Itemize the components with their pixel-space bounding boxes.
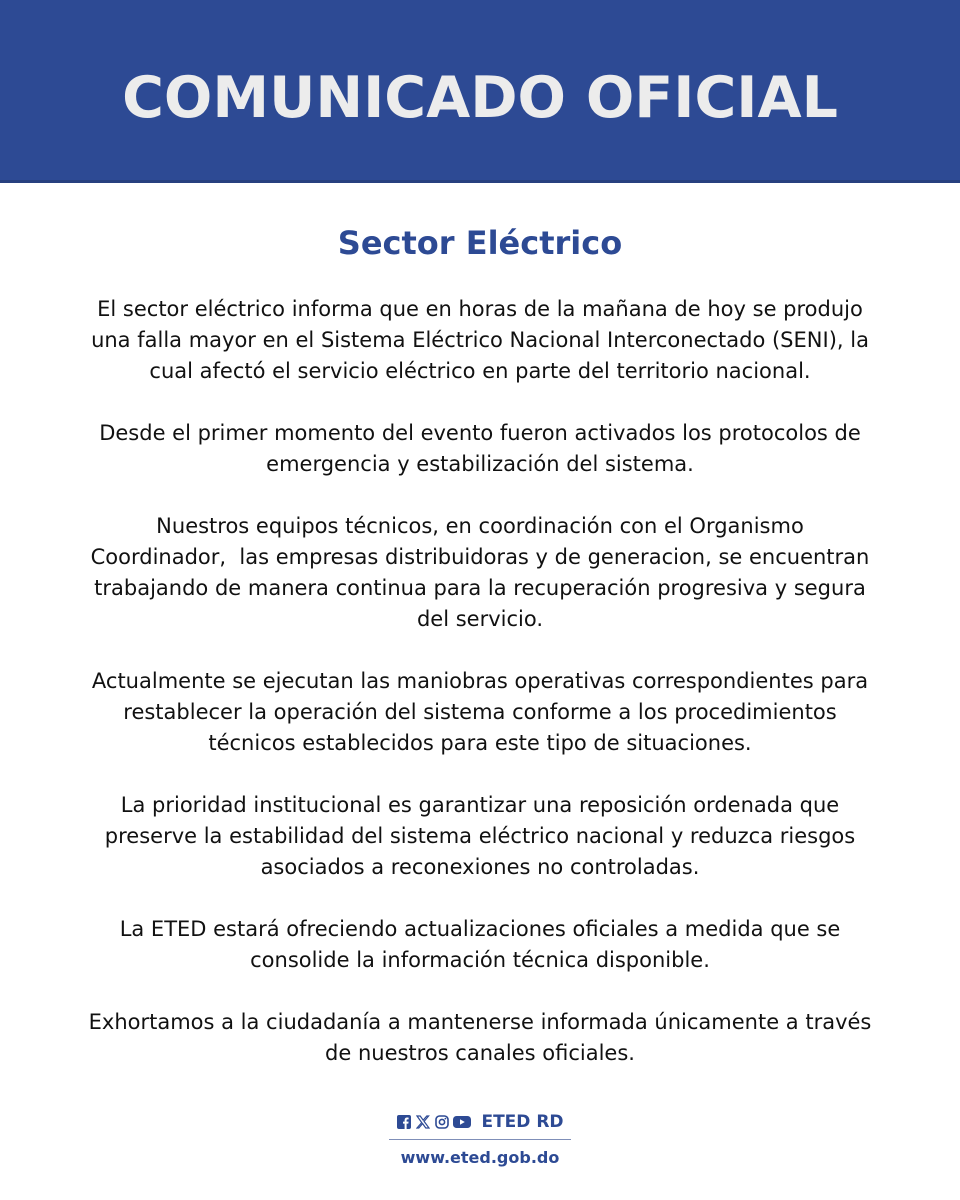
facebook-icon[interactable] xyxy=(396,1115,411,1130)
paragraph-line: técnicos establecidos para este tipo de situaciones. xyxy=(208,731,752,755)
paragraph-6 xyxy=(40,914,920,976)
paragraph-2 xyxy=(40,418,920,480)
footer xyxy=(380,1110,580,1167)
instagram-icon[interactable] xyxy=(434,1115,449,1130)
header-banner xyxy=(0,0,960,183)
paragraph-line: preserve la estabilidad del sistema eléctrico nacional y reduzca riesgos xyxy=(104,824,856,848)
paragraph-line: emergencia y estabilización del sistema. xyxy=(266,452,694,476)
paragraph-4 xyxy=(40,666,920,759)
paragraph-5 xyxy=(40,790,920,883)
social-links xyxy=(380,1110,580,1134)
paragraph-line: del servicio. xyxy=(416,607,544,631)
paragraph-line: La ETED estará ofreciendo actualizaciones oficiales a medida que se xyxy=(119,917,841,941)
youtube-icon[interactable] xyxy=(453,1115,471,1130)
paragraph-line: restablecer la operación del sistema conforme a los procedimientos xyxy=(123,700,837,724)
paragraph-line: La prioridad institucional es garantizar una reposición ordenada que xyxy=(120,793,840,817)
paragraph-line: Nuestros equipos técnicos, en coordinación con el Organismo xyxy=(156,514,804,538)
paragraph-line: trabajando de manera continua para la recuperación progresiva y segura xyxy=(94,576,866,600)
paragraph-line: de nuestros canales oficiales. xyxy=(325,1041,635,1065)
paragraph-line: Actualmente se ejecutan las maniobras operativas correspondientes para xyxy=(91,669,869,693)
communique-body xyxy=(40,294,920,1100)
paragraph-line: una falla mayor en el Sistema Eléctrico Nacional Interconectado (SENI), la xyxy=(91,328,869,352)
paragraph-1 xyxy=(40,294,920,387)
paragraph-7 xyxy=(40,1007,920,1069)
page-title: COMUNICADO OFICIAL xyxy=(122,65,838,131)
paragraph-line: Exhortamos a la ciudadanía a mantenerse informada únicamente a través xyxy=(88,1010,872,1034)
paragraph-line: cual afectó el servicio eléctrico en parte del territorio nacional. xyxy=(149,359,811,383)
paragraph-line: asociados a reconexiones no controladas. xyxy=(260,855,700,879)
footer-divider xyxy=(389,1139,571,1140)
paragraph-line: El sector eléctrico informa que en horas de la mañana de hoy se produjo xyxy=(97,297,863,321)
section-subtitle: Sector Eléctrico xyxy=(337,224,623,262)
paragraph-3 xyxy=(40,511,920,635)
paragraph-line: consolide la información técnica disponible. xyxy=(250,948,710,972)
website-link[interactable]: www.eted.gob.do xyxy=(400,1148,560,1167)
brand-handle: ETED RD xyxy=(481,1112,564,1132)
paragraph-line: Desde el primer momento del evento fueron activados los protocolos de xyxy=(99,421,861,445)
paragraph-line: Coordinador, las empresas distribuidoras y de generacion, se encuentran xyxy=(90,545,870,569)
x-icon[interactable] xyxy=(415,1115,430,1130)
